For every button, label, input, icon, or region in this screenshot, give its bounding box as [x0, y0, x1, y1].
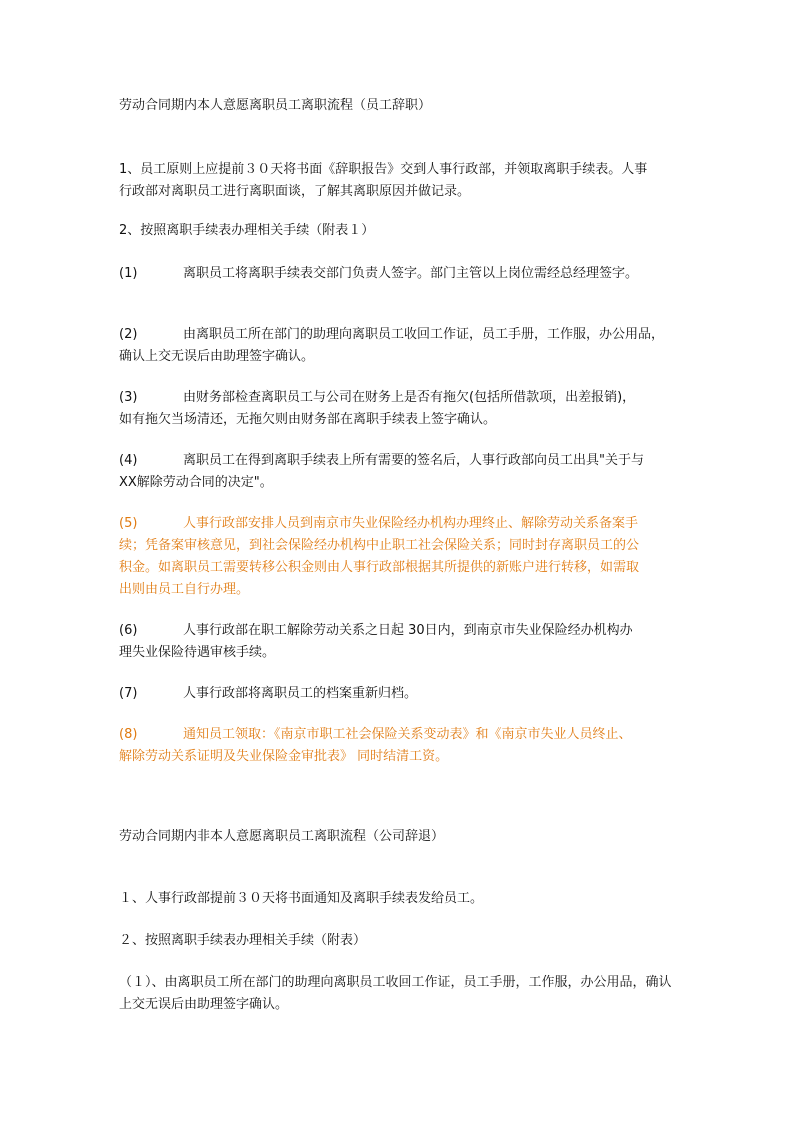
- step-number: (4): [119, 453, 138, 468]
- step-7: [119, 683, 417, 705]
- step-3-continued: 如有拖欠当场清还，无拖欠则由财务部在离职手续表上签字确认。: [119, 412, 497, 427]
- step-6-continued: 理失业保险待遇审核手续。: [119, 645, 276, 660]
- step-5-continued-3: 出则由员工自行办理。: [119, 582, 250, 597]
- step-text: 通知员工领取：《南京市职工社会保险关系变动表》和《南京市失业人员终止、: [183, 727, 632, 742]
- step-1: [119, 263, 638, 285]
- section2-paragraph-2: ２、按照离职手续表办理相关手续（附表）: [119, 933, 367, 948]
- step-number: (5): [119, 516, 138, 531]
- step-8-continued: 解除劳动关系证明及失业保险金审批表》 同时结清工资。: [119, 749, 449, 764]
- step-number: (1): [119, 266, 138, 281]
- section1-title: 劳动合同期内本人意愿离职员工离职流程（员工辞职）: [119, 98, 432, 113]
- step-4: [119, 450, 644, 472]
- section2-paragraph-3-line-1: （１）、由离职员工所在部门的助理向离职员工收回工作证，员工手册，工作服，办公用品，确认: [119, 975, 672, 990]
- step-text: 人事行政部在职工解除劳动关系之日起 30日内，到南京市失业保险经办机构办: [183, 623, 633, 638]
- paragraph-1-line-2: 行政部对离职员工进行离职面谈，了解其离职原因并做记录。: [119, 184, 471, 199]
- section2-paragraph-3-line-2: 上交无误后由助理签字确认。: [119, 997, 289, 1012]
- step-number: (8): [119, 727, 138, 742]
- paragraph-1-line-1: 1、员工原则上应提前３０天将书面《辞职报告》交到人事行政部，并领取离职手续表。人事: [119, 162, 648, 177]
- step-5-continued-1: 续；凭备案审核意见，到社会保险经办机构中止职工社会保险关系；同时封存离职员工的公: [119, 538, 640, 553]
- step-text: 人事行政部安排人员到南京市失业保险经办机构办理终止、解除劳动关系备案手: [183, 516, 639, 531]
- step-number: (7): [119, 686, 138, 701]
- step-5: [119, 513, 638, 535]
- step-text: 人事行政部将离职员工的档案重新归档。: [183, 686, 418, 701]
- step-number: (3): [119, 390, 138, 405]
- section2-title: 劳动合同期内非本人意愿离职员工离职流程（公司辞退）: [119, 829, 445, 844]
- step-4-continued: XX解除劳动合同的决定"。: [119, 475, 273, 490]
- step-text: 由财务部检查离职员工与公司在财务上是否有拖欠(包括所借款项，出差报销)，: [183, 390, 636, 405]
- step-number: (2): [119, 327, 138, 342]
- paragraph-2: 2、按照离职手续表办理相关手续（附表１）: [119, 223, 375, 238]
- section2-paragraph-1: １、人事行政部提前３０天将书面通知及离职手续表发给员工。: [119, 891, 484, 906]
- step-text: 离职员工将离职手续表交部门负责人签字。部门主管以上岗位需经总经理签字。: [183, 266, 639, 281]
- step-6: [119, 620, 633, 642]
- step-5-continued-2: 积金。如离职员工需要转移公积金则由人事行政部根据其所提供的新账户进行转移，如需取: [119, 560, 640, 575]
- step-text: 由离职员工所在部门的助理向离职员工收回工作证，员工手册，工作服，办公用品，: [183, 327, 665, 342]
- step-8: [119, 724, 632, 746]
- step-3: [119, 387, 635, 409]
- step-number: (6): [119, 623, 138, 638]
- step-text: 离职员工在得到离职手续表上所有需要的签名后，人事行政部向员工出具"关于与: [183, 453, 644, 468]
- step-2-continued: 确认上交无误后由助理签字确认。: [119, 349, 315, 364]
- step-2: [119, 324, 664, 346]
